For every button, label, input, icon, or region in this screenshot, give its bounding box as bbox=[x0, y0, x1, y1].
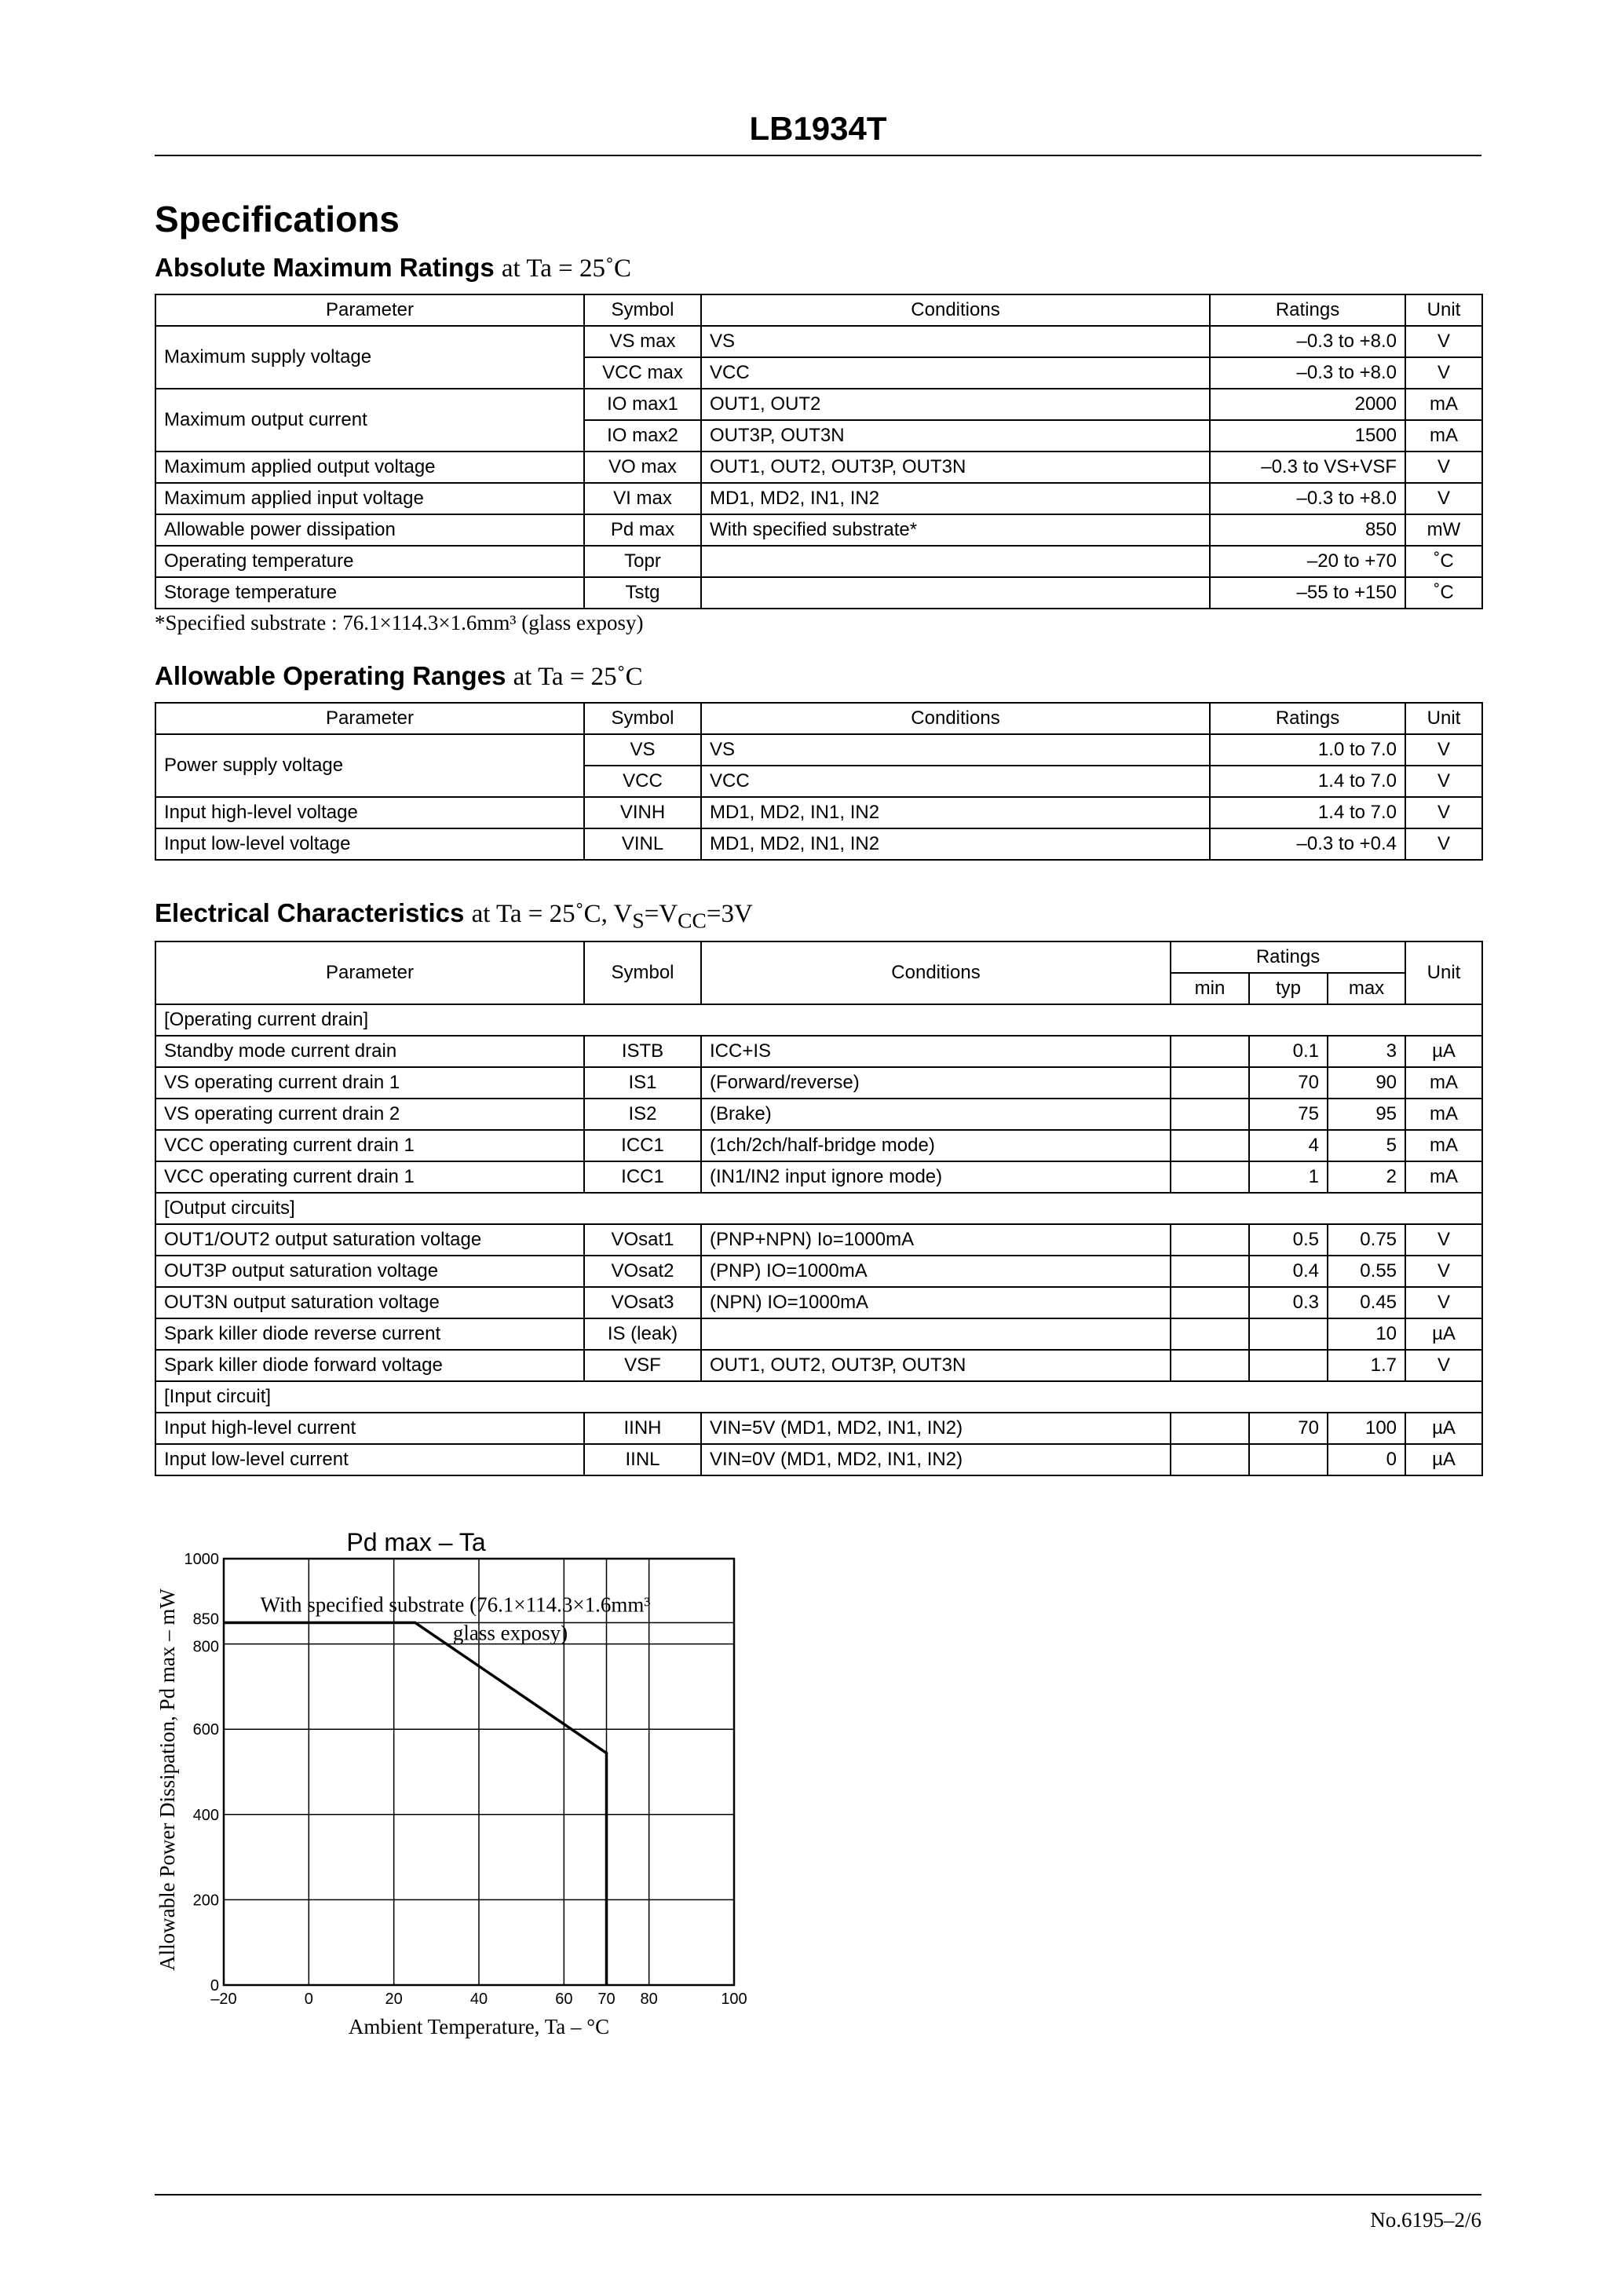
min-cell bbox=[1171, 1099, 1249, 1130]
unit-cell: µA bbox=[1405, 1444, 1482, 1475]
conditions-cell: (1ch/2ch/half-bridge mode) bbox=[701, 1130, 1171, 1161]
elec-heading bbox=[155, 898, 753, 934]
unit-cell: V bbox=[1405, 1287, 1482, 1318]
param-cell: OUT3N output saturation voltage bbox=[155, 1287, 584, 1318]
abs-max-condition: at Ta = 25˚C bbox=[501, 254, 631, 283]
group-row bbox=[155, 1193, 1482, 1224]
table-row bbox=[155, 483, 1482, 514]
conditions-cell: OUT1, OUT2 bbox=[701, 389, 1210, 420]
param-cell: Maximum applied input voltage bbox=[155, 483, 584, 514]
header-cell: Ratings bbox=[1210, 703, 1405, 734]
param-cell: Spark killer diode forward voltage bbox=[155, 1350, 584, 1381]
param-cell: Maximum supply voltage bbox=[155, 326, 584, 389]
group-row bbox=[155, 1381, 1482, 1413]
min-cell bbox=[1171, 1256, 1249, 1287]
min-cell bbox=[1171, 1444, 1249, 1475]
table-row bbox=[155, 1287, 1482, 1318]
max-cell: 3 bbox=[1328, 1036, 1405, 1067]
pd-ta-chart bbox=[149, 1515, 762, 2049]
rating-cell: –0.3 to +0.4 bbox=[1210, 828, 1405, 860]
conditions-cell: (Brake) bbox=[701, 1099, 1171, 1130]
param-cell: VS operating current drain 2 bbox=[155, 1099, 584, 1130]
op-ranges-condition: at Ta = 25˚C bbox=[513, 663, 643, 691]
abs-max-heading bbox=[155, 253, 631, 283]
unit-cell: µA bbox=[1405, 1318, 1482, 1350]
group-label: [Operating current drain] bbox=[155, 1004, 1482, 1036]
table-header-row bbox=[155, 941, 1482, 973]
unit-cell: V bbox=[1405, 734, 1482, 766]
page-title: Specifications bbox=[155, 199, 400, 239]
rating-cell: 1.0 to 7.0 bbox=[1210, 734, 1405, 766]
symbol-cell: ISTB bbox=[584, 1036, 701, 1067]
rating-cell: 1500 bbox=[1210, 420, 1405, 452]
conditions-cell: OUT1, OUT2, OUT3P, OUT3N bbox=[701, 452, 1210, 483]
part-number: LB1934T bbox=[749, 110, 887, 147]
symbol-cell: VCC bbox=[584, 766, 701, 797]
conditions-cell: VS bbox=[701, 326, 1210, 357]
chart-title: Pd max – Ta bbox=[346, 1528, 486, 1556]
param-cell: Maximum applied output voltage bbox=[155, 452, 584, 483]
typ-cell bbox=[1249, 1444, 1328, 1475]
unit-cell: mA bbox=[1405, 420, 1482, 452]
chart-annotation-line1: With specified substrate (76.1×114.3×1.6mm³ bbox=[260, 1592, 651, 1617]
rating-cell: 1.4 to 7.0 bbox=[1210, 766, 1405, 797]
table-header-row bbox=[155, 294, 1482, 326]
elec-condition-sub2: CC bbox=[678, 908, 707, 933]
x-axis-label: Ambient Temperature, Ta – °C bbox=[348, 2015, 610, 2038]
symbol-cell: IINH bbox=[584, 1413, 701, 1444]
conditions-cell: With specified substrate* bbox=[701, 514, 1210, 546]
y-tick-label: 600 bbox=[192, 1721, 219, 1739]
y-tick-label: 850 bbox=[192, 1610, 219, 1629]
elec-table bbox=[155, 941, 1483, 1476]
unit-cell: ˚C bbox=[1405, 546, 1482, 577]
table-row bbox=[155, 1130, 1482, 1161]
symbol-cell: IINL bbox=[584, 1444, 701, 1475]
header-cell: Unit bbox=[1405, 703, 1482, 734]
typ-cell: 70 bbox=[1249, 1067, 1328, 1099]
conditions-cell: VCC bbox=[701, 766, 1210, 797]
rating-cell: –0.3 to +8.0 bbox=[1210, 483, 1405, 514]
elec-condition bbox=[471, 900, 753, 933]
table-row bbox=[155, 1256, 1482, 1287]
min-cell bbox=[1171, 1130, 1249, 1161]
unit-cell: µA bbox=[1405, 1413, 1482, 1444]
unit-cell: mW bbox=[1405, 514, 1482, 546]
rating-cell: –0.3 to VS+VSF bbox=[1210, 452, 1405, 483]
min-cell bbox=[1171, 1350, 1249, 1381]
conditions-cell: (IN1/IN2 input ignore mode) bbox=[701, 1161, 1171, 1193]
param-cell: Input low-level voltage bbox=[155, 828, 584, 860]
symbol-cell: VINH bbox=[584, 797, 701, 828]
max-cell: 0.55 bbox=[1328, 1256, 1405, 1287]
max-cell: 95 bbox=[1328, 1099, 1405, 1130]
typ-cell: 1 bbox=[1249, 1161, 1328, 1193]
symbol-cell: VOsat3 bbox=[584, 1287, 701, 1318]
chart-annotation-line2: glass exposy) bbox=[452, 1621, 568, 1645]
x-tick-label: –20 bbox=[210, 1991, 237, 2008]
unit-cell: V bbox=[1405, 797, 1482, 828]
conditions-cell: VIN=5V (MD1, MD2, IN1, IN2) bbox=[701, 1413, 1171, 1444]
max-cell: 0.75 bbox=[1328, 1224, 1405, 1256]
group-label: [Input circuit] bbox=[155, 1381, 1482, 1413]
rating-cell: 2000 bbox=[1210, 389, 1405, 420]
unit-cell: V bbox=[1405, 452, 1482, 483]
abs-max-table bbox=[155, 294, 1483, 609]
header-cell: Parameter bbox=[155, 703, 584, 734]
param-cell: Spark killer diode reverse current bbox=[155, 1318, 584, 1350]
header-cell: min bbox=[1171, 973, 1249, 1004]
conditions-cell: OUT3P, OUT3N bbox=[701, 420, 1210, 452]
header-cell: Symbol bbox=[584, 941, 701, 1004]
header-cell: Parameter bbox=[155, 941, 584, 1004]
min-cell bbox=[1171, 1318, 1249, 1350]
typ-cell: 0.4 bbox=[1249, 1256, 1328, 1287]
table-row bbox=[155, 389, 1482, 420]
symbol-cell: VINL bbox=[584, 828, 701, 860]
max-cell: 1.7 bbox=[1328, 1350, 1405, 1381]
header-cell: Unit bbox=[1405, 294, 1482, 326]
unit-cell: mA bbox=[1405, 1067, 1482, 1099]
symbol-cell: VO max bbox=[584, 452, 701, 483]
unit-cell: mA bbox=[1405, 1099, 1482, 1130]
group-row bbox=[155, 1004, 1482, 1036]
header-cell: Conditions bbox=[701, 294, 1210, 326]
conditions-cell: VS bbox=[701, 734, 1210, 766]
rating-cell: 1.4 to 7.0 bbox=[1210, 797, 1405, 828]
header-cell: Ratings bbox=[1210, 294, 1405, 326]
table-row bbox=[155, 546, 1482, 577]
symbol-cell: VOsat1 bbox=[584, 1224, 701, 1256]
table-row bbox=[155, 452, 1482, 483]
max-cell: 90 bbox=[1328, 1067, 1405, 1099]
group-label: [Output circuits] bbox=[155, 1193, 1482, 1224]
unit-cell: V bbox=[1405, 766, 1482, 797]
y-tick-label: 800 bbox=[192, 1638, 219, 1656]
max-cell: 100 bbox=[1328, 1413, 1405, 1444]
symbol-cell: VCC max bbox=[584, 357, 701, 389]
table-row bbox=[155, 577, 1482, 609]
conditions-cell: (NPN) IO=1000mA bbox=[701, 1287, 1171, 1318]
x-tick-label: 80 bbox=[640, 1991, 658, 2008]
typ-cell bbox=[1249, 1318, 1328, 1350]
header-cell: typ bbox=[1249, 973, 1328, 1004]
param-cell: VCC operating current drain 1 bbox=[155, 1161, 584, 1193]
symbol-cell: Topr bbox=[584, 546, 701, 577]
table-row bbox=[155, 797, 1482, 828]
max-cell: 5 bbox=[1328, 1130, 1405, 1161]
conditions-cell bbox=[701, 546, 1210, 577]
table-row bbox=[155, 1413, 1482, 1444]
page-number: No.6195–2/6 bbox=[1370, 2208, 1481, 2232]
param-cell: Input low-level current bbox=[155, 1444, 584, 1475]
unit-cell: V bbox=[1405, 1350, 1482, 1381]
param-cell: OUT3P output saturation voltage bbox=[155, 1256, 584, 1287]
max-cell: 0.45 bbox=[1328, 1287, 1405, 1318]
elec-condition-sub1: S bbox=[632, 908, 645, 933]
min-cell bbox=[1171, 1287, 1249, 1318]
symbol-cell: IS (leak) bbox=[584, 1318, 701, 1350]
unit-cell: V bbox=[1405, 1224, 1482, 1256]
conditions-cell bbox=[701, 577, 1210, 609]
table-row bbox=[155, 1099, 1482, 1130]
table-header-row bbox=[155, 703, 1482, 734]
table-row bbox=[155, 1444, 1482, 1475]
table-row bbox=[155, 1067, 1482, 1099]
y-tick-label: 0 bbox=[210, 1977, 219, 1994]
x-tick-label: 0 bbox=[304, 1991, 313, 2008]
symbol-cell: IO max2 bbox=[584, 420, 701, 452]
table-row bbox=[155, 828, 1482, 860]
unit-cell: mA bbox=[1405, 389, 1482, 420]
table-row bbox=[155, 1350, 1482, 1381]
param-cell: Standby mode current drain bbox=[155, 1036, 584, 1067]
param-cell: Storage temperature bbox=[155, 577, 584, 609]
param-cell: OUT1/OUT2 output saturation voltage bbox=[155, 1224, 584, 1256]
unit-cell: V bbox=[1405, 828, 1482, 860]
min-cell bbox=[1171, 1067, 1249, 1099]
symbol-cell: VS bbox=[584, 734, 701, 766]
param-cell: Allowable power dissipation bbox=[155, 514, 584, 546]
x-tick-label: 40 bbox=[469, 1991, 488, 2008]
typ-cell: 0.3 bbox=[1249, 1287, 1328, 1318]
unit-cell: ˚C bbox=[1405, 577, 1482, 609]
conditions-cell: (PNP) IO=1000mA bbox=[701, 1256, 1171, 1287]
typ-cell bbox=[1249, 1350, 1328, 1381]
unit-cell: V bbox=[1405, 1256, 1482, 1287]
header-cell: Parameter bbox=[155, 294, 584, 326]
param-cell: Input high-level voltage bbox=[155, 797, 584, 828]
rating-cell: –20 to +70 bbox=[1210, 546, 1405, 577]
unit-cell: V bbox=[1405, 357, 1482, 389]
table-row bbox=[155, 1161, 1482, 1193]
typ-cell: 70 bbox=[1249, 1413, 1328, 1444]
conditions-cell: ICC+IS bbox=[701, 1036, 1171, 1067]
max-cell: 2 bbox=[1328, 1161, 1405, 1193]
op-ranges-title: Allowable Operating Ranges bbox=[155, 661, 506, 690]
header-cell: Symbol bbox=[584, 703, 701, 734]
conditions-cell: MD1, MD2, IN1, IN2 bbox=[701, 828, 1210, 860]
conditions-cell: OUT1, OUT2, OUT3P, OUT3N bbox=[701, 1350, 1171, 1381]
param-cell: VS operating current drain 1 bbox=[155, 1067, 584, 1099]
unit-cell: V bbox=[1405, 483, 1482, 514]
symbol-cell: Pd max bbox=[584, 514, 701, 546]
table-row bbox=[155, 734, 1482, 766]
conditions-cell: (PNP+NPN) Io=1000mA bbox=[701, 1224, 1171, 1256]
max-cell: 0 bbox=[1328, 1444, 1405, 1475]
typ-cell: 0.5 bbox=[1249, 1224, 1328, 1256]
header-cell: Unit bbox=[1405, 941, 1482, 1004]
unit-cell: mA bbox=[1405, 1161, 1482, 1193]
y-tick-label: 200 bbox=[192, 1892, 219, 1910]
rating-cell: –0.3 to +8.0 bbox=[1210, 326, 1405, 357]
unit-cell: V bbox=[1405, 326, 1482, 357]
min-cell bbox=[1171, 1036, 1249, 1067]
x-tick-labels bbox=[210, 1991, 747, 2008]
header-cell: Ratings bbox=[1171, 941, 1405, 973]
rating-cell: –0.3 to +8.0 bbox=[1210, 357, 1405, 389]
conditions-cell bbox=[701, 1318, 1171, 1350]
header-cell: Symbol bbox=[584, 294, 701, 326]
conditions-cell: VIN=0V (MD1, MD2, IN1, IN2) bbox=[701, 1444, 1171, 1475]
x-tick-label: 20 bbox=[385, 1991, 403, 2008]
op-ranges-heading bbox=[155, 661, 643, 692]
symbol-cell: IS1 bbox=[584, 1067, 701, 1099]
substrate-footnote: *Specified substrate : 76.1×114.3×1.6mm³ (glass exposy) bbox=[155, 611, 644, 634]
x-tick-label: 70 bbox=[597, 1991, 616, 2008]
symbol-cell: ICC1 bbox=[584, 1130, 701, 1161]
param-cell: Maximum output current bbox=[155, 389, 584, 452]
unit-cell: µA bbox=[1405, 1036, 1482, 1067]
param-cell: VCC operating current drain 1 bbox=[155, 1130, 584, 1161]
conditions-cell: (Forward/reverse) bbox=[701, 1067, 1171, 1099]
pd-curve bbox=[224, 1622, 607, 1985]
header-cell: Conditions bbox=[701, 941, 1171, 1004]
table-row bbox=[155, 326, 1482, 357]
symbol-cell: ICC1 bbox=[584, 1161, 701, 1193]
y-tick-label: 400 bbox=[192, 1806, 219, 1824]
conditions-cell: MD1, MD2, IN1, IN2 bbox=[701, 483, 1210, 514]
table-row bbox=[155, 1224, 1482, 1256]
min-cell bbox=[1171, 1413, 1249, 1444]
y-tick-label: 1000 bbox=[184, 1551, 219, 1568]
param-cell: Operating temperature bbox=[155, 546, 584, 577]
param-cell: Input high-level current bbox=[155, 1413, 584, 1444]
elec-condition-post: =3V bbox=[706, 900, 753, 928]
abs-max-title: Absolute Maximum Ratings bbox=[155, 253, 495, 282]
typ-cell: 75 bbox=[1249, 1099, 1328, 1130]
symbol-cell: VSF bbox=[584, 1350, 701, 1381]
symbol-cell: IO max1 bbox=[584, 389, 701, 420]
header-cell: max bbox=[1328, 973, 1405, 1004]
elec-condition-pre: at Ta = 25˚C, V bbox=[471, 900, 633, 928]
rating-cell: –55 to +150 bbox=[1210, 577, 1405, 609]
x-tick-label: 100 bbox=[721, 1991, 747, 2008]
typ-cell: 0.1 bbox=[1249, 1036, 1328, 1067]
elec-title: Electrical Characteristics bbox=[155, 898, 465, 927]
symbol-cell: VOsat2 bbox=[584, 1256, 701, 1287]
table-row bbox=[155, 1036, 1482, 1067]
min-cell bbox=[1171, 1161, 1249, 1193]
y-tick-labels bbox=[184, 1551, 220, 1994]
symbol-cell: IS2 bbox=[584, 1099, 701, 1130]
typ-cell: 4 bbox=[1249, 1130, 1328, 1161]
param-cell: Power supply voltage bbox=[155, 734, 584, 797]
symbol-cell: Tstg bbox=[584, 577, 701, 609]
y-axis-label: Allowable Power Dissipation, Pd max – mW bbox=[155, 1589, 179, 1971]
header-rule bbox=[155, 155, 1481, 156]
rating-cell: 850 bbox=[1210, 514, 1405, 546]
symbol-cell: VS max bbox=[584, 326, 701, 357]
min-cell bbox=[1171, 1224, 1249, 1256]
unit-cell: mA bbox=[1405, 1130, 1482, 1161]
table-row bbox=[155, 514, 1482, 546]
elec-condition-mid: =V bbox=[644, 900, 678, 928]
op-ranges-table bbox=[155, 702, 1483, 861]
x-tick-label: 60 bbox=[555, 1991, 573, 2008]
table-row bbox=[155, 1318, 1482, 1350]
conditions-cell: MD1, MD2, IN1, IN2 bbox=[701, 797, 1210, 828]
conditions-cell: VCC bbox=[701, 357, 1210, 389]
footer-rule bbox=[155, 2194, 1481, 2195]
symbol-cell: VI max bbox=[584, 483, 701, 514]
max-cell: 10 bbox=[1328, 1318, 1405, 1350]
header-cell: Conditions bbox=[701, 703, 1210, 734]
